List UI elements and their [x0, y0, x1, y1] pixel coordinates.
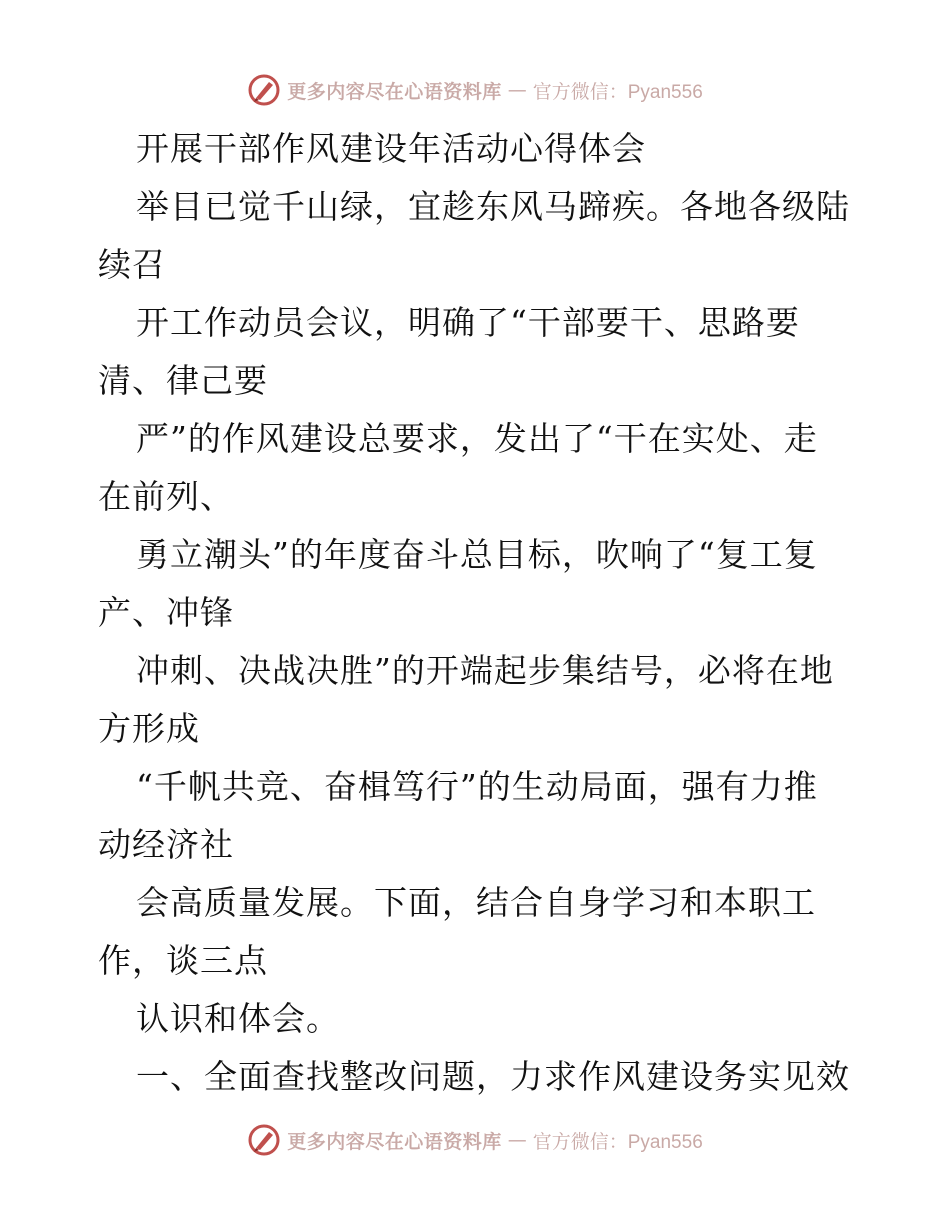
paragraph-line: 认识和体会。	[136, 999, 340, 1038]
paragraph-line: 严”的作风建设总要求，发出了“干在实处、走	[136, 419, 818, 458]
paragraph-line: 产、冲锋	[98, 593, 234, 632]
watermark-account: 官方微信：Pyan556	[532, 81, 703, 103]
watermark-text: 更多内容尽在心语资料库	[287, 1130, 502, 1153]
paragraph-line: 作，谈三点	[98, 941, 268, 980]
paragraph-line: 会高质量发展。下面，结合自身学习和本职工	[136, 883, 816, 922]
paragraph-line: 在前列、	[98, 477, 234, 516]
paragraph-line: 动经济社	[98, 825, 234, 864]
paragraph-line: 冲刺、决战决胜”的开端起步集结号，必将在地	[136, 651, 834, 690]
paragraph-line: 方形成	[98, 709, 200, 748]
pen-logo-icon	[247, 73, 281, 107]
paragraph-line: 举目已觉千山绿，宜趁东风马蹄疾。各地各级陆	[136, 187, 850, 226]
watermark-dash: —	[507, 79, 527, 101]
paragraph-line: 清、律己要	[98, 361, 268, 400]
document-body	[98, 120, 858, 1106]
pen-logo-icon	[247, 1123, 281, 1157]
section-heading: 一、全面查找整改问题，力求作风建设务实见效	[136, 1057, 850, 1096]
paragraph-line: “千帆共竞、奋楫笃行”的生动局面，强有力推	[136, 767, 818, 806]
paragraph-line: 开工作动员会议，明确了“干部要干、思路要	[136, 303, 800, 342]
footer-watermark	[0, 1120, 950, 1160]
paragraph-line: 续召	[98, 245, 166, 284]
document-title: 开展干部作风建设年活动心得体会	[136, 129, 646, 168]
watermark-dash: —	[507, 1129, 527, 1151]
header-watermark	[0, 70, 950, 110]
watermark-text: 更多内容尽在心语资料库	[287, 80, 502, 103]
paragraph-line: 勇立潮头”的年度奋斗总目标，吹响了“复工复	[136, 535, 818, 574]
watermark-account: 官方微信：Pyan556	[532, 1131, 703, 1153]
